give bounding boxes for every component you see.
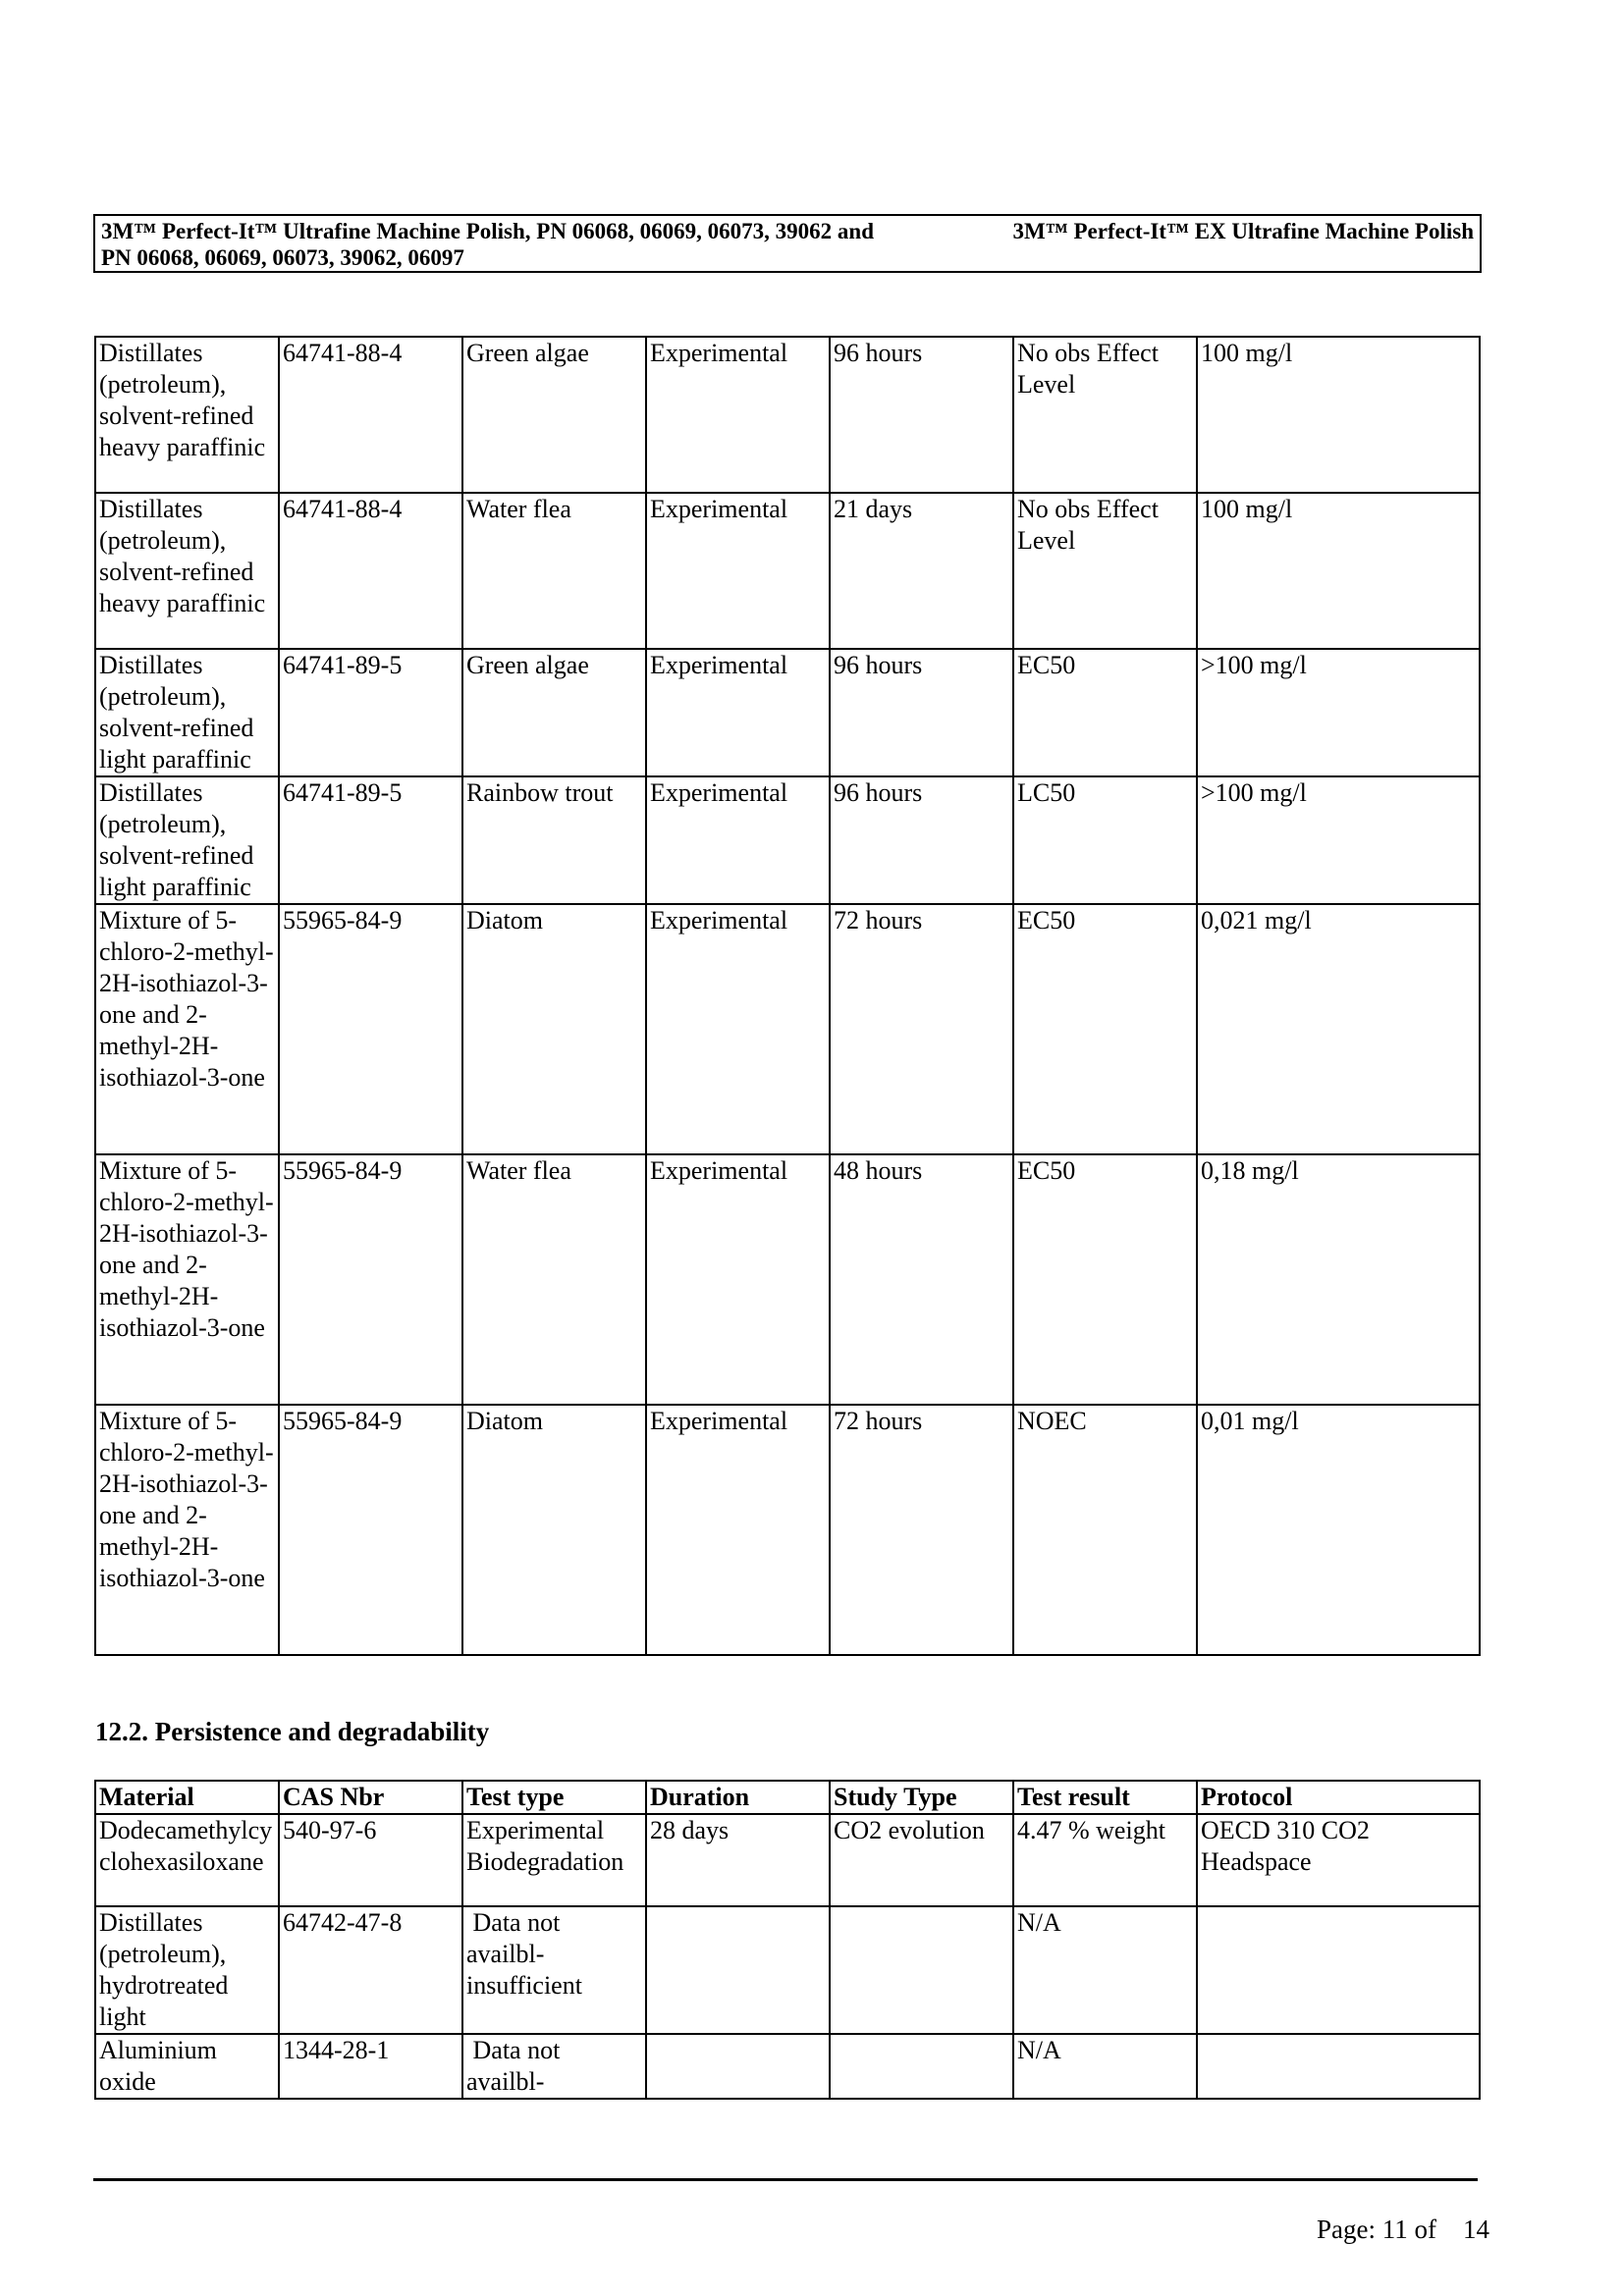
header-part-numbers: PN 06068, 06069, 06073, 39062, 06097: [101, 245, 464, 270]
cell-cas-nbr: 55965-84-9: [279, 904, 462, 1154]
cell-test-type: Experimental Biodegradation: [462, 1814, 646, 1906]
cell-organism: Rainbow trout: [462, 776, 646, 904]
table-row: [95, 1405, 1480, 1655]
cell-cas-nbr: 540-97-6: [279, 1814, 462, 1906]
table-row: [95, 649, 1480, 776]
cell-test-type: Data not availbl-: [462, 2034, 646, 2099]
table-row: [95, 493, 1480, 649]
table-row: [95, 776, 1480, 904]
cell-test-result: >100 mg/l: [1197, 649, 1480, 776]
cell-cas-nbr: 64741-89-5: [279, 776, 462, 904]
column-header-cas-nbr: CAS Nbr: [279, 1781, 462, 1814]
cell-organism: Water flea: [462, 1154, 646, 1405]
document-header: [93, 214, 1482, 273]
cell-material: Dodecamethylcyclohexasiloxane: [95, 1814, 279, 1906]
cell-type: Experimental: [646, 776, 830, 904]
header-line-1: [101, 218, 1474, 244]
cell-test-result: 4.47 % weight: [1013, 1814, 1197, 1906]
cell-test-endpoint: EC50: [1013, 904, 1197, 1154]
cell-material: Aluminium oxide: [95, 2034, 279, 2099]
table-row: [95, 2034, 1480, 2099]
cell-protocol: [1197, 2034, 1480, 2099]
header-product-title-ex: 3M™ Perfect-It™ EX Ultrafine Machine Polish: [1012, 219, 1474, 243]
cell-test-endpoint: NOEC: [1013, 1405, 1197, 1655]
cell-cas-nbr: 55965-84-9: [279, 1405, 462, 1655]
table-header-row: [95, 1781, 1480, 1814]
persistence-degradability-table: [94, 1780, 1481, 2100]
table-row: [95, 904, 1480, 1154]
cell-exposure: 72 hours: [830, 1405, 1013, 1655]
cell-organism: Green algae: [462, 337, 646, 493]
page-number-label: Page: 11 of: [1317, 2215, 1436, 2244]
cell-test-result: >100 mg/l: [1197, 776, 1480, 904]
cell-study-type: [830, 2034, 1013, 2099]
cell-cas-nbr: 55965-84-9: [279, 1154, 462, 1405]
cell-cas-nbr: 64741-88-4: [279, 337, 462, 493]
cell-test-result: 100 mg/l: [1197, 493, 1480, 649]
cell-organism: Diatom: [462, 1405, 646, 1655]
cell-type: Experimental: [646, 1405, 830, 1655]
cell-duration: [646, 1906, 830, 2034]
cell-material: Distillates (petroleum), solvent-refined light paraffinic: [95, 776, 279, 904]
cell-cas-nbr: 1344-28-1: [279, 2034, 462, 2099]
cell-organism: Diatom: [462, 904, 646, 1154]
cell-material: Mixture of 5-chloro-2-methyl-2H-isothiazol-3-one and 2-methyl-2H-isothiazol-3-one: [95, 1405, 279, 1655]
cell-material: Mixture of 5-chloro-2-methyl-2H-isothiazol-3-one and 2-methyl-2H-isothiazol-3-one: [95, 904, 279, 1154]
cell-type: Experimental: [646, 337, 830, 493]
cell-test-endpoint: No obs Effect Level: [1013, 337, 1197, 493]
table-row: [95, 1154, 1480, 1405]
table-row: [95, 337, 1480, 493]
table-row: [95, 1814, 1480, 1906]
cell-material: Mixture of 5-chloro-2-methyl-2H-isothiazol-3-one and 2-methyl-2H-isothiazol-3-one: [95, 1154, 279, 1405]
cell-test-result: 0,021 mg/l: [1197, 904, 1480, 1154]
cell-test-result: 0,18 mg/l: [1197, 1154, 1480, 1405]
column-header-test-result: Test result: [1013, 1781, 1197, 1814]
cell-exposure: 96 hours: [830, 337, 1013, 493]
cell-duration: 28 days: [646, 1814, 830, 1906]
column-header-study-type: Study Type: [830, 1781, 1013, 1814]
cell-test-result: 100 mg/l: [1197, 337, 1480, 493]
cell-test-endpoint: No obs Effect Level: [1013, 493, 1197, 649]
cell-exposure: 96 hours: [830, 649, 1013, 776]
column-header-duration: Duration: [646, 1781, 830, 1814]
cell-cas-nbr: 64742-47-8: [279, 1906, 462, 2034]
section-heading-persistence: 12.2. Persistence and degradability: [95, 1717, 490, 1746]
cell-material: Distillates (petroleum), solvent-refined heavy paraffinic: [95, 493, 279, 649]
cell-cas-nbr: 64741-89-5: [279, 649, 462, 776]
cell-exposure: 96 hours: [830, 776, 1013, 904]
cell-study-type: [830, 1906, 1013, 2034]
cell-material: Distillates (petroleum), solvent-refined heavy paraffinic: [95, 337, 279, 493]
cell-material: Distillates (petroleum), hydrotreated light: [95, 1906, 279, 2034]
header-product-title: 3M™ Perfect-It™ Ultrafine Machine Polish, PN 06068, 06069, 06073, 39062 and: [101, 219, 875, 243]
cell-material: Distillates (petroleum), solvent-refined light paraffinic: [95, 649, 279, 776]
cell-test-result: N/A: [1013, 1906, 1197, 2034]
cell-study-type: CO2 evolution: [830, 1814, 1013, 1906]
cell-test-result: N/A: [1013, 2034, 1197, 2099]
page-number-total: 14: [1463, 2215, 1489, 2244]
column-header-test-type: Test type: [462, 1781, 646, 1814]
cell-organism: Water flea: [462, 493, 646, 649]
cell-test-endpoint: EC50: [1013, 1154, 1197, 1405]
cell-test-result: 0,01 mg/l: [1197, 1405, 1480, 1655]
cell-protocol: OECD 310 CO2 Headspace: [1197, 1814, 1480, 1906]
cell-type: Experimental: [646, 904, 830, 1154]
cell-type: Experimental: [646, 649, 830, 776]
page-number: [1317, 2214, 1489, 2245]
column-header-protocol: Protocol: [1197, 1781, 1480, 1814]
cell-type: Experimental: [646, 493, 830, 649]
cell-cas-nbr: 64741-88-4: [279, 493, 462, 649]
cell-test-type: Data not availbl-insufficient: [462, 1906, 646, 2034]
footer-divider: [93, 2178, 1478, 2181]
cell-test-endpoint: EC50: [1013, 649, 1197, 776]
cell-test-endpoint: LC50: [1013, 776, 1197, 904]
cell-type: Experimental: [646, 1154, 830, 1405]
aquatic-toxicity-table: [94, 336, 1481, 1656]
cell-exposure: 72 hours: [830, 904, 1013, 1154]
cell-exposure: 21 days: [830, 493, 1013, 649]
table-row: [95, 1906, 1480, 2034]
cell-duration: [646, 2034, 830, 2099]
cell-organism: Green algae: [462, 649, 646, 776]
cell-protocol: [1197, 1906, 1480, 2034]
cell-exposure: 48 hours: [830, 1154, 1013, 1405]
column-header-material: Material: [95, 1781, 279, 1814]
